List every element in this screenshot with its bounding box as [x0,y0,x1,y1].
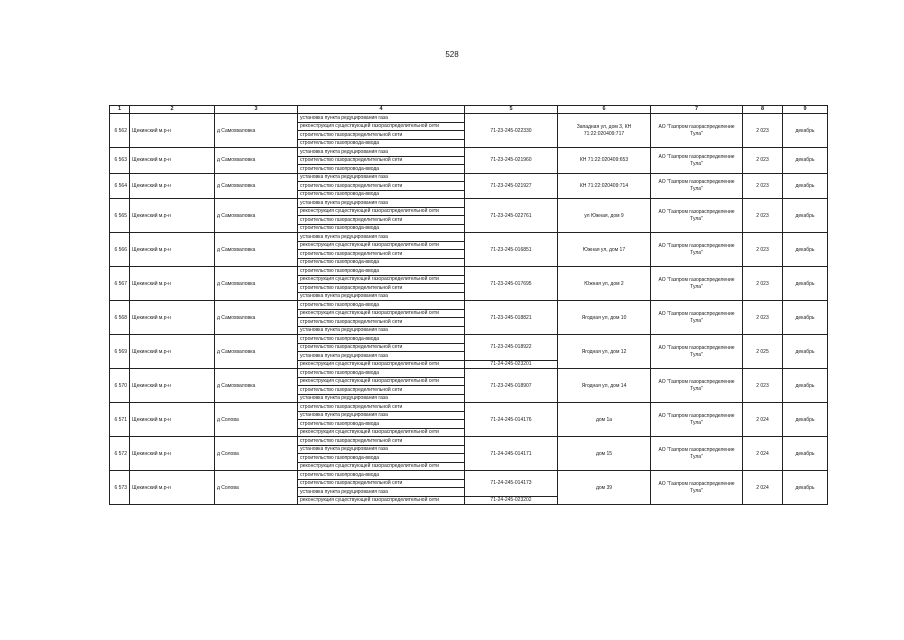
object-code: 71-23-245-021927 [465,173,558,199]
row-id: 6 570 [110,369,130,403]
district: Щекинский м.р-н [130,335,215,369]
object-code: 71-24-245-014176 [465,403,558,437]
object-code: 71-23-245-018821 [465,301,558,335]
object-code: 71-24-245-023202 [465,496,558,505]
row-id: 6 572 [110,437,130,471]
settlement: д Солова [215,403,298,437]
district: Щекинский м.р-н [130,437,215,471]
work-item: установка пункта редуцирования газа [298,173,465,182]
column-header: 4 [298,106,465,114]
work-item: реконструкция существующей газораспределительной сети [298,122,465,131]
work-item: строительство газопровода-ввода [298,454,465,463]
work-item: установка пункта редуцирования газа [298,488,465,497]
row-id: 6 569 [110,335,130,369]
object-code: 71-24-245-014173 [465,471,558,497]
work-item: установка пункта редуцирования газа [298,326,465,335]
work-item: реконструкция существующей газораспределительной сети [298,275,465,284]
year: 2 023 [743,301,783,335]
work-item: строительство газопровода-ввода [298,301,465,310]
organization: АО "Газпром газораспределение Тула" [651,199,743,233]
work-item: строительство газопровода-ввода [298,369,465,378]
object-code: 71-23-245-017695 [465,267,558,301]
settlement: д Самохваловка [215,301,298,335]
settlement: д Самохваловка [215,267,298,301]
work-item: строительство газопровода-ввода [298,165,465,174]
work-item: строительство газопровода-ввода [298,224,465,233]
table-row [110,437,828,446]
table-row [110,471,828,480]
address: Южная ул, дом 2 [558,267,651,301]
organization: АО "Газпром газораспределение Тула" [651,173,743,199]
address: КН 71:22:020409:714 [558,173,651,199]
work-item: строительство газораспределительной сети [298,386,465,395]
month: декабрь [783,114,828,148]
year: 2 023 [743,114,783,148]
organization: АО "Газпром газораспределение Тула" [651,148,743,174]
work-item: установка пункта редуцирования газа [298,352,465,361]
work-item: реконструкция существующей газораспределительной сети [298,462,465,471]
work-item: строительство газопровода-ввода [298,139,465,148]
address: дом 39 [558,471,651,505]
table-row [110,403,828,412]
district: Щекинский м.р-н [130,148,215,174]
page-number: 528 [445,50,459,59]
month: декабрь [783,173,828,199]
settlement: д Самохваловка [215,233,298,267]
work-item: реконструкция существующей газораспределительной сети [298,496,465,505]
object-code: 71-23-245-018907 [465,369,558,403]
address: дом 15 [558,437,651,471]
column-header: 8 [743,106,783,114]
district: Щекинский м.р-н [130,403,215,437]
work-item: реконструкция существующей газораспределительной сети [298,241,465,250]
work-item: строительство газораспределительной сети [298,343,465,352]
work-item: установка пункта редуцирования газа [298,292,465,301]
month: декабрь [783,369,828,403]
work-item: реконструкция существующей газораспределительной сети [298,377,465,386]
row-id: 6 562 [110,114,130,148]
work-item: строительство газораспределительной сети [298,403,465,412]
row-id: 6 563 [110,148,130,174]
organization: АО "Газпром газораспределение Тула" [651,267,743,301]
object-code: 71-24-245-014171 [465,437,558,471]
district: Щекинский м.р-н [130,471,215,505]
table-row [110,148,828,157]
year: 2 023 [743,267,783,301]
year: 2 023 [743,199,783,233]
table-row [110,335,828,344]
row-id: 6 564 [110,173,130,199]
month: декабрь [783,148,828,174]
organization: АО "Газпром газораспределение Тула" [651,301,743,335]
district: Щекинский м.р-н [130,199,215,233]
row-id: 6 565 [110,199,130,233]
row-id: 6 573 [110,471,130,505]
table-row [110,369,828,378]
district: Щекинский м.р-н [130,369,215,403]
row-id: 6 566 [110,233,130,267]
settlement: д Солова [215,471,298,505]
work-item: реконструкция существующей газораспределительной сети [298,309,465,318]
object-code: 71-24-245-023201 [465,360,558,369]
object-code: 71-23-245-021960 [465,148,558,174]
settlement: д Самохваловка [215,148,298,174]
table-row [110,199,828,208]
object-code: 71-23-245-022761 [465,199,558,233]
work-item: строительство газопровода-ввода [298,267,465,276]
gasification-table [109,105,828,505]
work-item: строительство газораспределительной сети [298,284,465,293]
month: декабрь [783,437,828,471]
settlement: д Самохваловка [215,199,298,233]
work-item: установка пункта редуцирования газа [298,199,465,208]
address: Ягодная ул, дом 10 [558,301,651,335]
year: 2 025 [743,335,783,369]
month: декабрь [783,233,828,267]
year: 2 023 [743,173,783,199]
work-item: строительство газопровода-ввода [298,335,465,344]
table-row [110,301,828,310]
district: Щекинский м.р-н [130,267,215,301]
row-id: 6 567 [110,267,130,301]
work-item: установка пункта редуцирования газа [298,114,465,123]
address: Ягодная ул, дом 14 [558,369,651,403]
year: 2 024 [743,403,783,437]
organization: АО "Газпром газораспределение Тула" [651,471,743,505]
organization: АО "Газпром газораспределение Тула" [651,233,743,267]
address: Ягодная ул, дом 12 [558,335,651,369]
settlement: д Солова [215,437,298,471]
work-item: реконструкция существующей газораспределительной сети [298,428,465,437]
year: 2 024 [743,471,783,505]
table-row [110,173,828,182]
month: декабрь [783,301,828,335]
work-item: строительство газораспределительной сети [298,156,465,165]
address: дом 1а [558,403,651,437]
work-item: установка пункта редуцирования газа [298,148,465,157]
work-item: строительство газопровода-ввода [298,471,465,480]
row-id: 6 571 [110,403,130,437]
table-row [110,114,828,123]
work-item: установка пункта редуцирования газа [298,445,465,454]
object-code: 71-23-245-018922 [465,335,558,361]
organization: АО "Газпром газораспределение Тула" [651,114,743,148]
month: декабрь [783,403,828,437]
month: декабрь [783,335,828,369]
table-row [110,233,828,242]
address: Южная ул, дом 17 [558,233,651,267]
object-code: 71-23-245-016851 [465,233,558,267]
work-item: строительство газопровода-ввода [298,190,465,199]
organization: АО "Газпром газораспределение Тула" [651,369,743,403]
work-item: строительство газораспределительной сети [298,182,465,191]
settlement: д Самохваловка [215,369,298,403]
work-item: установка пункта редуцирования газа [298,394,465,403]
month: декабрь [783,267,828,301]
year: 2 023 [743,369,783,403]
header-row [110,106,828,114]
column-header: 9 [783,106,828,114]
work-item: реконструкция существующей газораспределительной сети [298,360,465,369]
district: Щекинский м.р-н [130,233,215,267]
column-header: 2 [130,106,215,114]
row-id: 6 568 [110,301,130,335]
district: Щекинский м.р-н [130,173,215,199]
address: КН 71:22:020409:653 [558,148,651,174]
work-item: строительство газопровода-ввода [298,420,465,429]
year: 2 024 [743,437,783,471]
table-row [110,267,828,276]
column-header: 6 [558,106,651,114]
work-item: строительство газораспределительной сети [298,318,465,327]
settlement: д Самохваловка [215,114,298,148]
work-item: установка пункта редуцирования газа [298,411,465,420]
organization: АО "Газпром газораспределение Тула" [651,437,743,471]
work-item: реконструкция существующей газораспределительной сети [298,207,465,216]
work-item: строительство газопровода-ввода [298,258,465,267]
work-item: строительство газораспределительной сети [298,216,465,225]
organization: АО "Газпром газораспределение Тула" [651,335,743,369]
work-item: строительство газораспределительной сети [298,131,465,140]
column-header: 3 [215,106,298,114]
organization: АО "Газпром газораспределение Тула" [651,403,743,437]
month: декабрь [783,199,828,233]
year: 2 023 [743,233,783,267]
address: ул Южная, дом 9 [558,199,651,233]
work-item: строительство газораспределительной сети [298,479,465,488]
year: 2 023 [743,148,783,174]
work-item: установка пункта редуцирования газа [298,233,465,242]
work-item: строительство газораспределительной сети [298,250,465,259]
column-header: 7 [651,106,743,114]
column-header: 1 [110,106,130,114]
settlement: д Самохваловка [215,173,298,199]
district: Щекинский м.р-н [130,301,215,335]
address: Западная ул, дом 3, КН 71:22:020409:717 [558,114,651,148]
work-item: строительство газораспределительной сети [298,437,465,446]
month: декабрь [783,471,828,505]
column-header: 5 [465,106,558,114]
object-code: 71-23-245-022330 [465,114,558,148]
district: Щекинский м.р-н [130,114,215,148]
settlement: д Самохваловка [215,335,298,369]
